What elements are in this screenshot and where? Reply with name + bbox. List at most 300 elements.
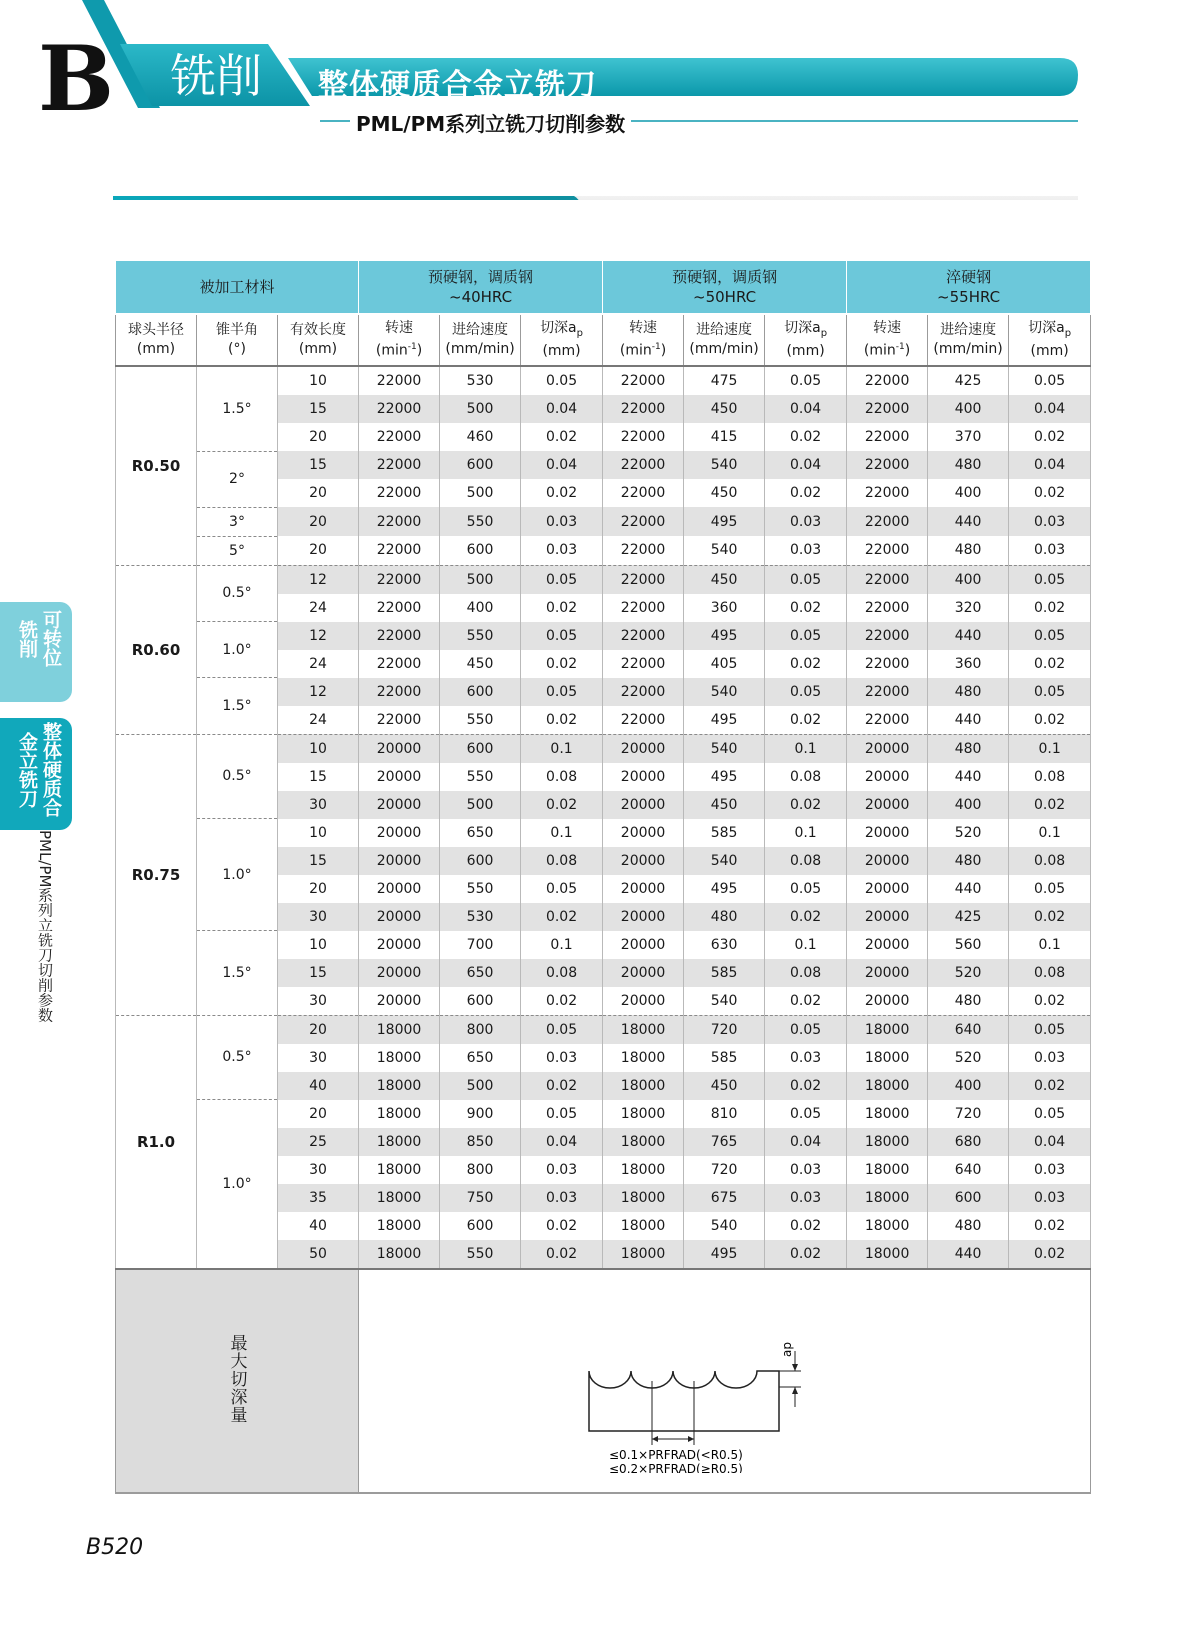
- col-header-speed-exp: -1: [895, 342, 905, 353]
- feed-cell: 475: [684, 366, 765, 395]
- speed-cell: 22000: [603, 678, 684, 706]
- feed-cell: 700: [440, 931, 521, 959]
- effective-length-cell: 30: [278, 903, 359, 931]
- depth-cell: 0.02: [521, 650, 603, 678]
- depth-cell: 0.05: [521, 875, 603, 903]
- speed-cell: 20000: [603, 931, 684, 959]
- speed-cell: 18000: [847, 1212, 928, 1240]
- col-header-depth-sub: p: [820, 327, 828, 339]
- speed-cell: 20000: [603, 875, 684, 903]
- feed-cell: 600: [928, 1184, 1009, 1212]
- depth-cell: 0.02: [521, 479, 603, 507]
- speed-cell: 20000: [847, 875, 928, 903]
- depth-cell: 0.05: [765, 565, 847, 594]
- effective-length-cell: 12: [278, 622, 359, 650]
- depth-cell: 0.02: [765, 1212, 847, 1240]
- depth-cell: 0.02: [521, 594, 603, 622]
- speed-cell: 20000: [847, 819, 928, 847]
- speed-cell: 20000: [359, 903, 440, 931]
- speed-cell: 22000: [847, 536, 928, 565]
- speed-cell: 22000: [847, 507, 928, 536]
- material-group-2: [603, 261, 847, 314]
- depth-cell: 0.05: [521, 678, 603, 706]
- speed-cell: 20000: [359, 959, 440, 987]
- feed-cell: 640: [928, 1156, 1009, 1184]
- col-header-speed: [359, 314, 440, 366]
- feed-cell: 450: [684, 395, 765, 423]
- speed-cell: 22000: [603, 451, 684, 479]
- taper-angle-cell: 1.5°: [197, 931, 278, 1016]
- header-row-columns: [116, 314, 1091, 366]
- model-name: PM-2BC: [113, 198, 226, 228]
- max-depth-label-cell: [116, 1269, 359, 1493]
- speed-cell: 22000: [847, 706, 928, 735]
- feed-cell: 440: [928, 507, 1009, 536]
- depth-cell: 0.02: [1009, 987, 1091, 1016]
- col-header-speed-label: 转速: [385, 320, 414, 337]
- feed-cell: 550: [440, 875, 521, 903]
- col-header-feed: [928, 314, 1009, 366]
- material-group-3-hardness: ~55HRC: [937, 288, 1001, 306]
- speed-cell: 22000: [847, 366, 928, 395]
- feed-cell: 425: [928, 366, 1009, 395]
- effective-length-cell: 20: [278, 1015, 359, 1044]
- speed-cell: 20000: [603, 763, 684, 791]
- depth-cell: 0.1: [1009, 819, 1091, 847]
- depth-cell: 0.03: [1009, 507, 1091, 536]
- speed-cell: 22000: [603, 395, 684, 423]
- depth-cell: 0.04: [521, 451, 603, 479]
- feed-cell: 720: [684, 1015, 765, 1044]
- depth-cell: 0.1: [765, 931, 847, 959]
- depth-cell: 0.02: [765, 479, 847, 507]
- table-body: [116, 366, 1091, 1493]
- feed-cell: 460: [440, 423, 521, 451]
- taper-angle-cell: 0.5°: [197, 734, 278, 819]
- feed-cell: 530: [440, 903, 521, 931]
- depth-cell: 0.02: [1009, 1212, 1091, 1240]
- feed-cell: 520: [928, 819, 1009, 847]
- depth-cell: 0.04: [1009, 395, 1091, 423]
- col-header-depth: [765, 314, 847, 366]
- effective-length-cell: 24: [278, 650, 359, 678]
- col-header-speed-label: 转速: [873, 320, 902, 337]
- feed-cell: 450: [684, 565, 765, 594]
- col-header-feed: [684, 314, 765, 366]
- feed-cell: 720: [684, 1156, 765, 1184]
- feed-cell: 500: [440, 479, 521, 507]
- ap-label: ap: [780, 1341, 795, 1357]
- depth-cell: 0.02: [765, 1240, 847, 1269]
- effective-length-cell: 15: [278, 451, 359, 479]
- feed-cell: 450: [684, 479, 765, 507]
- pitch-arrow-left: [652, 1436, 658, 1442]
- depth-cell: 0.02: [765, 423, 847, 451]
- depth-cell: 0.02: [521, 903, 603, 931]
- col-header-speed-close: ): [660, 342, 667, 359]
- feed-cell: 370: [928, 423, 1009, 451]
- depth-cell: 0.03: [521, 1156, 603, 1184]
- effective-length-cell: 10: [278, 931, 359, 959]
- depth-cell: 0.03: [1009, 1156, 1091, 1184]
- table-row: [116, 565, 1091, 594]
- feed-cell: 550: [440, 763, 521, 791]
- effective-length-cell: 30: [278, 1156, 359, 1184]
- page-number: B520: [86, 1535, 144, 1560]
- effective-length-cell: 24: [278, 706, 359, 735]
- col-header-speed-unit: (min: [619, 342, 652, 359]
- depth-cell: 0.08: [765, 959, 847, 987]
- feed-cell: 360: [684, 594, 765, 622]
- effective-length-cell: 30: [278, 791, 359, 819]
- feed-cell: 400: [928, 791, 1009, 819]
- feed-cell: 480: [928, 678, 1009, 706]
- feed-cell: 520: [928, 959, 1009, 987]
- taper-angle-cell: 5°: [197, 536, 278, 565]
- depth-cell: 0.02: [521, 706, 603, 735]
- feed-cell: 600: [440, 847, 521, 875]
- depth-cell: 0.02: [1009, 650, 1091, 678]
- taper-angle-cell: 2°: [197, 451, 278, 507]
- depth-cell: 0.02: [521, 791, 603, 819]
- col-header-depth-sub: p: [576, 327, 584, 339]
- speed-cell: 20000: [603, 987, 684, 1016]
- side-section-label: PML/PM系列立铣刀切削参数: [36, 830, 54, 1023]
- col-header-speed-unit: (min: [375, 342, 408, 359]
- depth-cell: 0.05: [521, 1100, 603, 1128]
- speed-cell: 18000: [847, 1128, 928, 1156]
- material-group-2-hardness: ~50HRC: [693, 288, 757, 306]
- speed-cell: 20000: [847, 763, 928, 791]
- col-header-depth: [521, 314, 603, 366]
- speed-cell: 22000: [847, 479, 928, 507]
- col-header-length-label: 有效长度: [290, 322, 347, 338]
- col-header-feed-unit: (mm/min): [933, 341, 1003, 357]
- material-group-3: [847, 261, 1091, 314]
- col-header-depth: [1009, 314, 1091, 366]
- depth-cell: 0.1: [1009, 931, 1091, 959]
- feed-cell: 495: [684, 706, 765, 735]
- depth-cell: 0.04: [521, 1128, 603, 1156]
- depth-cell: 0.08: [521, 763, 603, 791]
- col-header-speed-unit: (min: [863, 342, 896, 359]
- taper-angle-cell: 1.5°: [197, 678, 278, 735]
- feed-cell: 540: [684, 987, 765, 1016]
- feed-cell: 650: [440, 1044, 521, 1072]
- feed-cell: 425: [928, 903, 1009, 931]
- side-tab-1-col-1: 可转位: [40, 610, 62, 667]
- depth-cell: 0.05: [765, 622, 847, 650]
- feed-cell: 540: [684, 1212, 765, 1240]
- speed-cell: 20000: [847, 959, 928, 987]
- depth-cell: 0.05: [765, 1100, 847, 1128]
- depth-cell: 0.03: [765, 536, 847, 565]
- effective-length-cell: 10: [278, 819, 359, 847]
- feed-cell: 480: [684, 903, 765, 931]
- depth-cell: 0.05: [521, 1015, 603, 1044]
- depth-cell: 0.08: [521, 847, 603, 875]
- col-header-length-unit: (mm): [298, 341, 338, 357]
- feed-cell: 720: [928, 1100, 1009, 1128]
- feed-cell: 600: [440, 451, 521, 479]
- side-tab-indexable-milling[interactable]: [0, 602, 72, 702]
- depth-cell: 0.03: [521, 1044, 603, 1072]
- depth-cell: 0.03: [1009, 536, 1091, 565]
- speed-cell: 22000: [603, 706, 684, 735]
- feed-cell: 495: [684, 507, 765, 536]
- speed-cell: 18000: [359, 1156, 440, 1184]
- feed-cell: 495: [684, 763, 765, 791]
- speed-cell: 18000: [847, 1184, 928, 1212]
- table-row: [116, 1015, 1091, 1044]
- depth-cell: 0.05: [521, 565, 603, 594]
- depth-cell: 0.1: [1009, 734, 1091, 763]
- depth-cell: 0.05: [521, 622, 603, 650]
- col-header-angle: [197, 314, 278, 366]
- effective-length-cell: 24: [278, 594, 359, 622]
- speed-cell: 22000: [359, 536, 440, 565]
- depth-note-2: ≤0.2×PRFRAD(≥R0.5): [609, 1461, 743, 1473]
- speed-cell: 18000: [359, 1212, 440, 1240]
- table-row: [116, 366, 1091, 395]
- page-title: 整体硬质合金立铣刀: [318, 68, 597, 103]
- effective-length-cell: 12: [278, 565, 359, 594]
- col-header-feed-label: 进给速度: [940, 322, 997, 338]
- speed-cell: 22000: [847, 395, 928, 423]
- speed-cell: 18000: [603, 1184, 684, 1212]
- speed-cell: 22000: [359, 622, 440, 650]
- feed-cell: 585: [684, 819, 765, 847]
- speed-cell: 18000: [603, 1100, 684, 1128]
- speed-cell: 18000: [847, 1015, 928, 1044]
- speed-cell: 22000: [603, 622, 684, 650]
- col-header-speed-close: ): [416, 342, 423, 359]
- depth-cell: 0.02: [765, 706, 847, 735]
- feed-cell: 480: [928, 987, 1009, 1016]
- col-header-radius-unit: (mm): [136, 341, 176, 357]
- depth-cell: 0.02: [765, 594, 847, 622]
- feed-cell: 495: [684, 875, 765, 903]
- speed-cell: 20000: [603, 959, 684, 987]
- depth-cell: 0.02: [1009, 594, 1091, 622]
- ball-radius-cell: R1.0: [116, 1015, 197, 1269]
- max-depth-diagram: [579, 1323, 1099, 1473]
- speed-cell: 22000: [847, 565, 928, 594]
- side-tab-2-col-2: 金立铣刀: [16, 732, 38, 808]
- material-group-3-name: 淬硬钢: [946, 268, 992, 286]
- feed-cell: 500: [440, 791, 521, 819]
- effective-length-cell: 25: [278, 1128, 359, 1156]
- feed-cell: 560: [928, 931, 1009, 959]
- speed-cell: 22000: [847, 423, 928, 451]
- depth-cell: 0.02: [1009, 1072, 1091, 1100]
- material-group-1-name: 预硬钢，调质钢: [428, 268, 534, 286]
- depth-cell: 0.05: [1009, 366, 1091, 395]
- feed-cell: 480: [928, 1212, 1009, 1240]
- effective-length-cell: 15: [278, 847, 359, 875]
- depth-cell: 0.02: [765, 650, 847, 678]
- speed-cell: 20000: [359, 931, 440, 959]
- depth-cell: 0.02: [1009, 479, 1091, 507]
- speed-cell: 20000: [359, 847, 440, 875]
- feed-cell: 540: [684, 536, 765, 565]
- depth-cell: 0.03: [1009, 1184, 1091, 1212]
- feed-cell: 900: [440, 1100, 521, 1128]
- speed-cell: 22000: [603, 536, 684, 565]
- col-header-depth-unit: (mm): [542, 343, 581, 360]
- depth-cell: 0.08: [765, 847, 847, 875]
- feed-cell: 480: [928, 536, 1009, 565]
- feed-cell: 320: [928, 594, 1009, 622]
- speed-cell: 22000: [603, 423, 684, 451]
- taper-angle-cell: 0.5°: [197, 1015, 278, 1100]
- depth-cell: 0.02: [765, 987, 847, 1016]
- col-header-angle-label: 锥半角: [216, 322, 258, 338]
- feed-cell: 450: [684, 1072, 765, 1100]
- table-row: [116, 734, 1091, 763]
- effective-length-cell: 20: [278, 479, 359, 507]
- speed-cell: 20000: [359, 875, 440, 903]
- col-header-speed-exp: -1: [651, 342, 661, 353]
- col-header-feed-label: 进给速度: [452, 322, 509, 338]
- depth-cell: 0.02: [521, 423, 603, 451]
- feed-cell: 500: [440, 395, 521, 423]
- depth-cell: 0.02: [1009, 706, 1091, 735]
- side-tab-solid-carbide[interactable]: [0, 718, 72, 830]
- cut-profile: [589, 1371, 779, 1431]
- speed-cell: 20000: [359, 819, 440, 847]
- speed-cell: 18000: [847, 1044, 928, 1072]
- col-header-radius-label: 球头半径: [128, 322, 184, 338]
- depth-cell: 0.03: [765, 507, 847, 536]
- taper-angle-cell: 1.0°: [197, 622, 278, 678]
- speed-cell: 20000: [603, 847, 684, 875]
- ap-arrowhead-top: [792, 1364, 798, 1371]
- feed-cell: 360: [928, 650, 1009, 678]
- effective-length-cell: 15: [278, 763, 359, 791]
- feed-cell: 415: [684, 423, 765, 451]
- speed-cell: 22000: [359, 507, 440, 536]
- feed-cell: 550: [440, 622, 521, 650]
- table-row: [116, 678, 1091, 706]
- effective-length-cell: 20: [278, 536, 359, 565]
- table-row: [116, 1100, 1091, 1128]
- table-row: [116, 451, 1091, 479]
- speed-cell: 20000: [603, 791, 684, 819]
- speed-cell: 20000: [603, 903, 684, 931]
- effective-length-cell: 15: [278, 395, 359, 423]
- depth-cell: 0.03: [521, 507, 603, 536]
- depth-note-1: ≤0.1×PRFRAD(<R0.5): [609, 1447, 743, 1462]
- feed-cell: 600: [440, 678, 521, 706]
- section-letter: B: [38, 26, 115, 132]
- feed-cell: 400: [440, 594, 521, 622]
- speed-cell: 18000: [847, 1156, 928, 1184]
- depth-cell: 0.02: [1009, 1240, 1091, 1269]
- feed-cell: 440: [928, 706, 1009, 735]
- feed-cell: 400: [928, 395, 1009, 423]
- effective-length-cell: 40: [278, 1072, 359, 1100]
- depth-cell: 0.04: [1009, 1128, 1091, 1156]
- material-group-1-hardness: ~40HRC: [449, 288, 513, 306]
- depth-cell: 0.03: [765, 1156, 847, 1184]
- depth-cell: 0.05: [1009, 565, 1091, 594]
- feed-cell: 540: [684, 847, 765, 875]
- feed-cell: 550: [440, 706, 521, 735]
- depth-cell: 0.1: [765, 819, 847, 847]
- col-header-depth-sub: p: [1064, 327, 1072, 339]
- speed-cell: 22000: [359, 650, 440, 678]
- ball-radius-cell: R0.60: [116, 565, 197, 734]
- feed-cell: 500: [440, 1072, 521, 1100]
- speed-cell: 18000: [603, 1212, 684, 1240]
- speed-cell: 20000: [847, 847, 928, 875]
- ball-radius-cell: R0.75: [116, 734, 197, 1015]
- speed-cell: 18000: [847, 1100, 928, 1128]
- speed-cell: 22000: [847, 678, 928, 706]
- material-header: 被加工材料: [116, 261, 359, 314]
- effective-length-cell: 20: [278, 1100, 359, 1128]
- speed-cell: 18000: [847, 1240, 928, 1269]
- table-row: [116, 622, 1091, 650]
- feed-cell: 550: [440, 507, 521, 536]
- feed-cell: 480: [928, 734, 1009, 763]
- feed-cell: 650: [440, 819, 521, 847]
- col-header-depth-unit: (mm): [786, 343, 825, 360]
- effective-length-cell: 10: [278, 734, 359, 763]
- depth-cell: 0.08: [521, 959, 603, 987]
- feed-cell: 680: [928, 1128, 1009, 1156]
- depth-cell: 0.02: [765, 791, 847, 819]
- depth-cell: 0.02: [521, 1072, 603, 1100]
- speed-cell: 18000: [359, 1100, 440, 1128]
- speed-cell: 18000: [359, 1184, 440, 1212]
- speed-cell: 18000: [847, 1072, 928, 1100]
- feed-cell: 400: [928, 1072, 1009, 1100]
- col-header-speed: [847, 314, 928, 366]
- feed-cell: 675: [684, 1184, 765, 1212]
- col-header-length: [278, 314, 359, 366]
- speed-cell: 20000: [359, 734, 440, 763]
- header-row-materials: [116, 261, 1091, 314]
- depth-cell: 0.1: [521, 819, 603, 847]
- feed-cell: 500: [440, 565, 521, 594]
- speed-cell: 22000: [359, 451, 440, 479]
- feed-cell: 540: [684, 678, 765, 706]
- speed-cell: 18000: [603, 1128, 684, 1156]
- feed-cell: 405: [684, 650, 765, 678]
- depth-cell: 0.05: [1009, 622, 1091, 650]
- feed-cell: 400: [928, 565, 1009, 594]
- speed-cell: 22000: [359, 594, 440, 622]
- depth-cell: 0.03: [765, 1044, 847, 1072]
- depth-cell: 0.02: [521, 1240, 603, 1269]
- depth-cell: 0.03: [521, 536, 603, 565]
- depth-cell: 0.02: [765, 1072, 847, 1100]
- depth-cell: 0.08: [1009, 763, 1091, 791]
- feed-cell: 480: [928, 451, 1009, 479]
- feed-cell: 495: [684, 622, 765, 650]
- speed-cell: 22000: [847, 594, 928, 622]
- feed-cell: 810: [684, 1100, 765, 1128]
- speed-cell: 18000: [359, 1044, 440, 1072]
- speed-cell: 22000: [359, 479, 440, 507]
- speed-cell: 18000: [603, 1156, 684, 1184]
- side-tab-2-col-1: 整体硬质合: [40, 722, 62, 817]
- feed-cell: 750: [440, 1184, 521, 1212]
- effective-length-cell: 10: [278, 366, 359, 395]
- col-header-speed-close: ): [904, 342, 911, 359]
